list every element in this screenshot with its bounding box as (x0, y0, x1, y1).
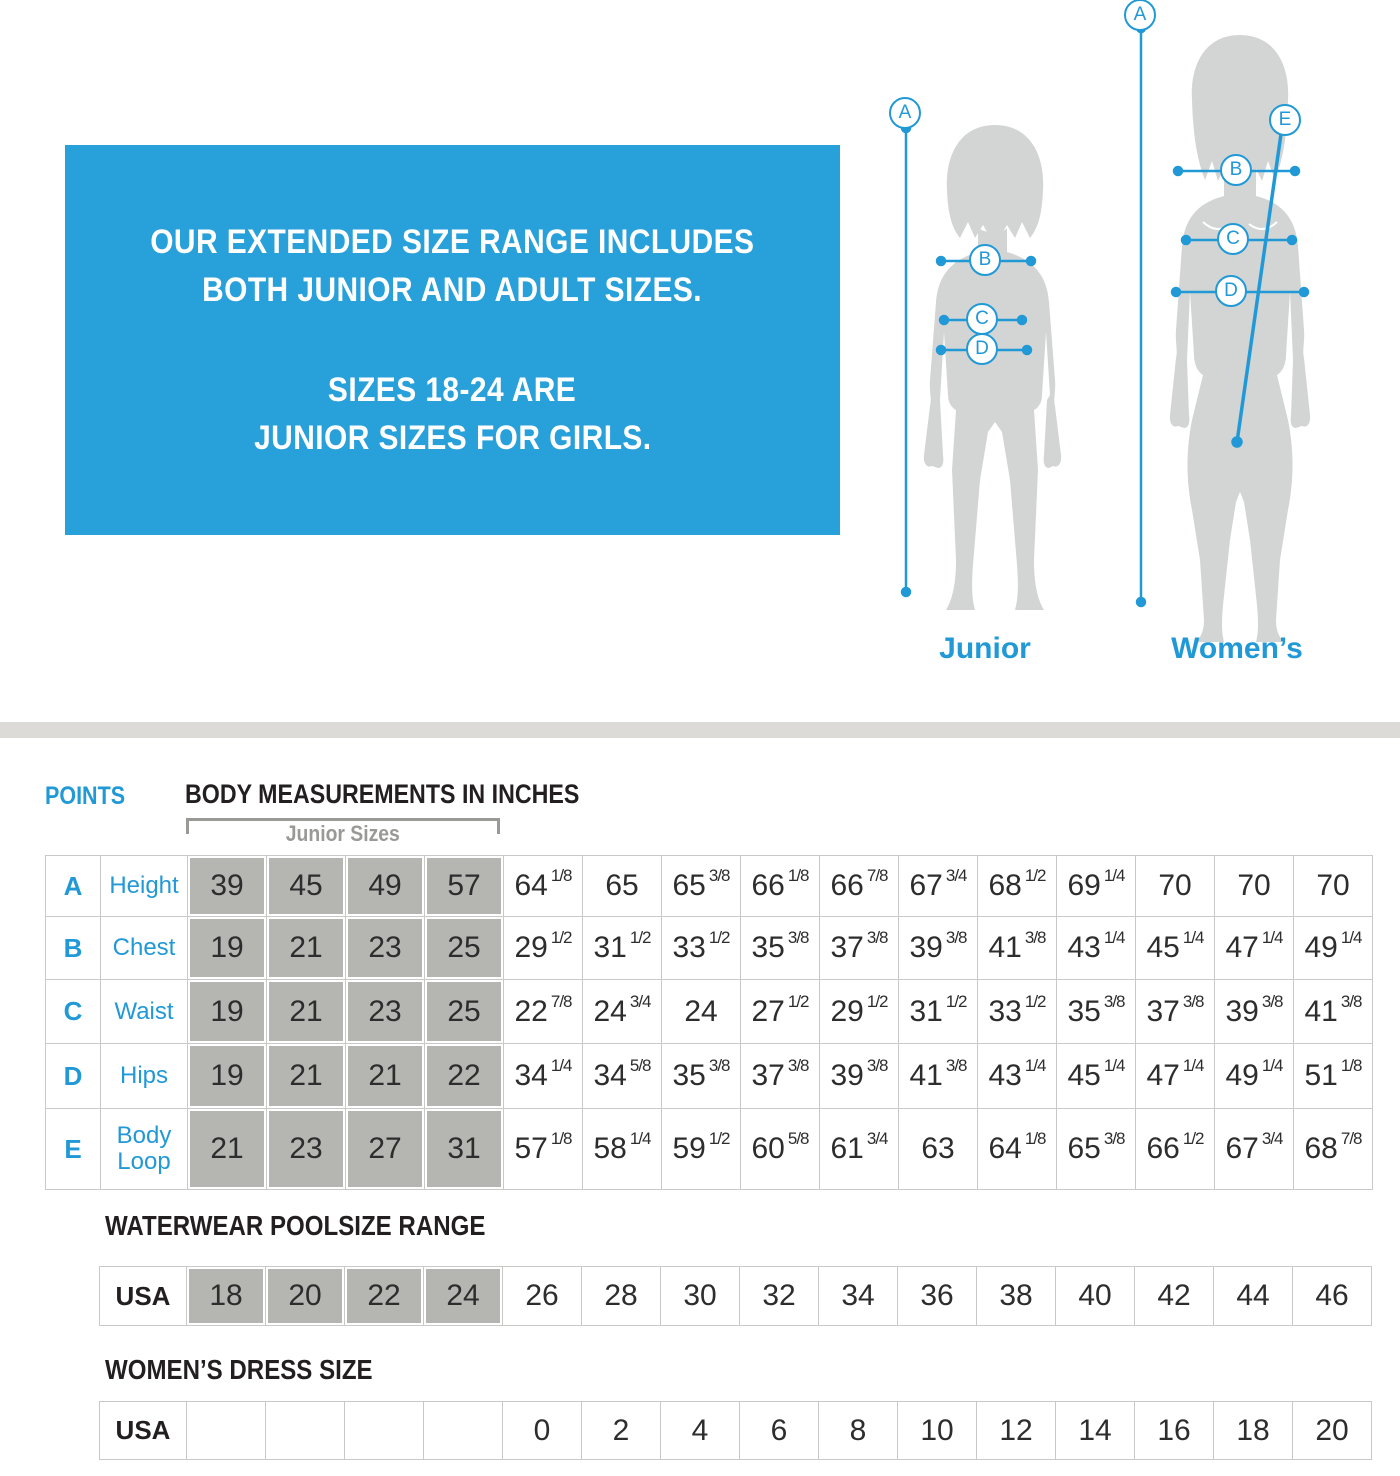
dress-value-cell: 18 (1214, 1402, 1292, 1459)
measurement-value-cell: 65 (583, 856, 661, 916)
measurement-value-cell: 31 1/2 (899, 980, 977, 1043)
banner-line-4: JUNIOR SIZES FOR GIRLS. (253, 419, 652, 457)
measurement-figures-illustration (860, 0, 1400, 680)
measurement-point-cell: E (46, 1109, 100, 1189)
measurement-value-cell: 21 (267, 917, 345, 979)
measurement-value-cell: 24 3/4 (583, 980, 661, 1043)
poolsize-value-cell: 36 (898, 1267, 976, 1325)
measurement-value-cell: 47 1/4 (1136, 1044, 1214, 1108)
measurement-value-cell: 41 3/8 (1294, 980, 1372, 1043)
measurement-value-cell: 33 1/2 (978, 980, 1056, 1043)
measurement-value-cell: 33 1/2 (662, 917, 740, 979)
measurement-value-cell: 47 1/4 (1215, 917, 1293, 979)
poolsize-value-cell: 18 (187, 1267, 265, 1325)
womens-point-A-marker: A (1124, 0, 1156, 31)
poolsize-value-cell: 22 (345, 1267, 423, 1325)
measurement-value-cell: 51 1/8 (1294, 1044, 1372, 1108)
dress-value-cell: 16 (1135, 1402, 1213, 1459)
measurement-point-cell: D (46, 1044, 100, 1108)
measurement-value-cell: 49 1/4 (1294, 917, 1372, 979)
banner-line-1: OUR EXTENDED SIZE RANGE INCLUDES (150, 223, 755, 261)
measurement-value-cell: 67 3/4 (899, 856, 977, 916)
measurement-label-cell: Chest (101, 917, 187, 979)
womens-point-B-marker: B (1220, 154, 1252, 186)
measurement-value-cell: 45 1/4 (1057, 1044, 1135, 1108)
measurement-value-cell: 64 1/8 (978, 1109, 1056, 1189)
measurement-value-cell: 29 1/2 (504, 917, 582, 979)
measurement-value-cell: 37 3/8 (1136, 980, 1214, 1043)
measurement-value-cell: 37 3/8 (820, 917, 898, 979)
measurement-value-cell: 23 (346, 917, 424, 979)
measurement-value-cell: 23 (267, 1109, 345, 1189)
measurement-value-cell: 31 1/2 (583, 917, 661, 979)
poolsize-value-cell: 28 (582, 1267, 660, 1325)
measurement-value-cell: 70 (1294, 856, 1372, 916)
measurement-point-cell: B (46, 917, 100, 979)
measurements-table (45, 855, 1373, 1190)
measurement-value-cell: 35 3/8 (1057, 980, 1135, 1043)
measurement-value-cell: 45 (267, 856, 345, 916)
measurement-value-cell: 64 1/8 (504, 856, 582, 916)
measurement-value-cell: 43 1/4 (978, 1044, 1056, 1108)
dress-value-cell (345, 1402, 423, 1459)
measurement-value-cell: 39 3/8 (899, 917, 977, 979)
body-measurements-title: BODY MEASUREMENTS IN INCHES (185, 779, 580, 809)
measurement-value-cell: 66 1/8 (741, 856, 819, 916)
dress-value-cell: 10 (898, 1402, 976, 1459)
dress-value-cell (266, 1402, 344, 1459)
measurement-value-cell: 58 1/4 (583, 1109, 661, 1189)
dress-value-cell: 12 (977, 1402, 1055, 1459)
measurement-value-cell: 23 (346, 980, 424, 1043)
measurement-value-cell: 29 1/2 (820, 980, 898, 1043)
dress-value-cell (424, 1402, 502, 1459)
junior-silhouette (924, 125, 1061, 610)
womens-figure-label: Women’s (1171, 632, 1303, 665)
measurement-label-cell: Hips (101, 1044, 187, 1108)
measurement-value-cell: 27 1/2 (741, 980, 819, 1043)
measurement-value-cell: 39 (188, 856, 266, 916)
banner-paragraph-1 (65, 218, 840, 314)
measurement-value-cell: 25 (425, 917, 503, 979)
measurement-value-cell: 39 3/8 (1215, 980, 1293, 1043)
poolsize-value-cell: 24 (424, 1267, 502, 1325)
measurement-value-cell: 27 (346, 1109, 424, 1189)
measurement-value-cell: 21 (188, 1109, 266, 1189)
dress-size-title: WOMEN’S DRESS SIZE (105, 1354, 373, 1385)
junior-point-B-marker: B (969, 244, 1001, 276)
measurement-value-cell: 67 3/4 (1215, 1109, 1293, 1189)
poolsize-value-cell: 30 (661, 1267, 739, 1325)
measurement-value-cell: 49 (346, 856, 424, 916)
poolsize-value-cell: 26 (503, 1267, 581, 1325)
measurement-value-cell: 59 1/2 (662, 1109, 740, 1189)
poolsize-value-cell: 46 (1293, 1267, 1371, 1325)
dress-value-cell: 6 (740, 1402, 818, 1459)
measurement-value-cell: 34 5/8 (583, 1044, 661, 1108)
measurement-value-cell: 61 3/4 (820, 1109, 898, 1189)
dress-size-table (99, 1401, 1372, 1460)
dress-value-cell: 20 (1293, 1402, 1371, 1459)
measurement-value-cell: 49 1/4 (1215, 1044, 1293, 1108)
poolsize-value-cell: 44 (1214, 1267, 1292, 1325)
poolsize-value-cell: 34 (819, 1267, 897, 1325)
banner-line-3: SIZES 18-24 ARE (328, 371, 577, 409)
womens-point-E-marker: E (1269, 104, 1301, 136)
measurement-value-cell: 24 (662, 980, 740, 1043)
measurement-value-cell: 41 3/8 (978, 917, 1056, 979)
measurement-point-cell: C (46, 980, 100, 1043)
dress-value-cell: 0 (503, 1402, 581, 1459)
measurement-value-cell: 31 (425, 1109, 503, 1189)
measurement-value-cell: 43 1/4 (1057, 917, 1135, 979)
poolsize-usa-label: USA (100, 1267, 186, 1325)
measurement-value-cell: 70 (1215, 856, 1293, 916)
dress-usa-label: USA (100, 1402, 186, 1459)
dress-value-cell (187, 1402, 265, 1459)
poolsize-value-cell: 38 (977, 1267, 1055, 1325)
measurement-value-cell: 57 1/8 (504, 1109, 582, 1189)
measurement-value-cell: 35 3/8 (662, 1044, 740, 1108)
poolsize-table (99, 1266, 1372, 1326)
poolsize-value-cell: 32 (740, 1267, 818, 1325)
measurement-value-cell: 65 3/8 (1057, 1109, 1135, 1189)
measurement-value-cell: 22 7/8 (504, 980, 582, 1043)
measurement-value-cell: 21 (267, 980, 345, 1043)
measurement-value-cell: 65 3/8 (662, 856, 740, 916)
measurement-value-cell: 19 (188, 917, 266, 979)
dress-value-cell: 2 (582, 1402, 660, 1459)
measurement-value-cell: 41 3/8 (899, 1044, 977, 1108)
measurement-value-cell: 68 7/8 (1294, 1109, 1372, 1189)
points-header: POINTS (45, 782, 126, 810)
measurement-value-cell: 66 1/2 (1136, 1109, 1214, 1189)
womens-point-D-marker: D (1215, 275, 1247, 307)
measurement-value-cell: 22 (425, 1044, 503, 1108)
measurement-value-cell: 39 3/8 (820, 1044, 898, 1108)
measurement-value-cell: 70 (1136, 856, 1214, 916)
junior-point-D-marker: D (966, 333, 998, 365)
measurement-value-cell: 34 1/4 (504, 1044, 582, 1108)
measurement-value-cell: 63 (899, 1109, 977, 1189)
measurement-value-cell: 69 1/4 (1057, 856, 1135, 916)
measurement-value-cell: 19 (188, 980, 266, 1043)
junior-point-A-marker: A (889, 97, 921, 129)
junior-figure-label: Junior (939, 632, 1031, 665)
measurement-value-cell: 25 (425, 980, 503, 1043)
womens-point-C-marker: C (1217, 223, 1249, 255)
measurement-value-cell: 37 3/8 (741, 1044, 819, 1108)
measurement-value-cell: 21 (346, 1044, 424, 1108)
extended-size-banner (65, 145, 840, 535)
measurement-value-cell: 19 (188, 1044, 266, 1108)
dress-value-cell: 4 (661, 1402, 739, 1459)
junior-sizes-bracket (186, 818, 500, 852)
dress-value-cell: 8 (819, 1402, 897, 1459)
measurement-label-cell: Waist (101, 980, 187, 1043)
banner-paragraph-2 (65, 366, 840, 462)
poolsize-title: WATERWEAR POOLSIZE RANGE (105, 1210, 486, 1241)
dress-value-cell: 14 (1056, 1402, 1134, 1459)
measurement-label-cell: Body Loop (101, 1109, 187, 1189)
banner-line-2: BOTH JUNIOR AND ADULT SIZES. (202, 271, 703, 309)
junior-point-C-marker: C (966, 303, 998, 335)
measurement-value-cell: 66 7/8 (820, 856, 898, 916)
poolsize-value-cell: 42 (1135, 1267, 1213, 1325)
junior-sizes-label: Junior Sizes (285, 821, 401, 846)
measurement-value-cell: 35 3/8 (741, 917, 819, 979)
measurement-value-cell: 45 1/4 (1136, 917, 1214, 979)
poolsize-value-cell: 20 (266, 1267, 344, 1325)
measurement-value-cell: 60 5/8 (741, 1109, 819, 1189)
measurement-value-cell: 21 (267, 1044, 345, 1108)
section-divider (0, 722, 1400, 738)
measurement-value-cell: 57 (425, 856, 503, 916)
measurement-label-cell: Height (101, 856, 187, 916)
measurement-value-cell: 68 1/2 (978, 856, 1056, 916)
poolsize-value-cell: 40 (1056, 1267, 1134, 1325)
measurement-point-cell: A (46, 856, 100, 916)
